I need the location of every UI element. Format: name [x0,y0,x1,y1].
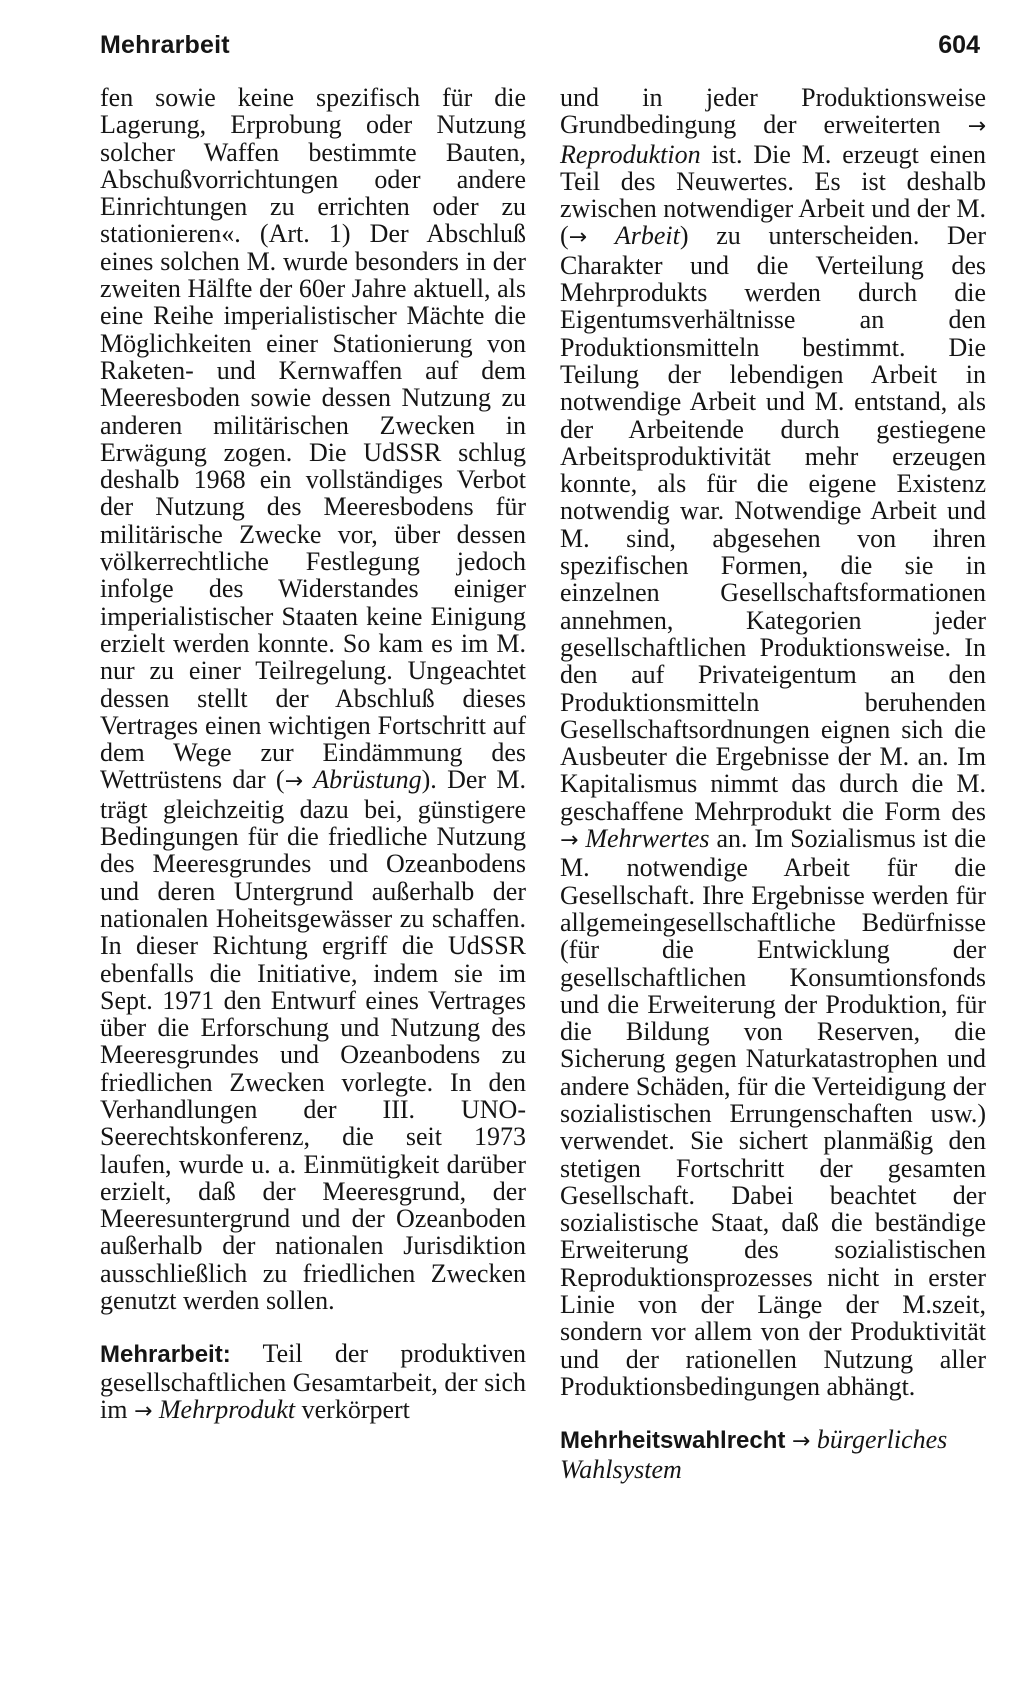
cross-reference-abruestung[interactable]: Abrüstung [313,765,422,795]
lemma-mehrarbeit: Mehrarbeit: [100,1341,231,1369]
text-segment: an. Im Sozialismus ist die M. notwendige Arbeit für die Gesellschaft. Ihre Ergebnisse werden für allgemeingesellschaftliche Bedürfnisse (für die Entwicklung der gesellschaftlichen Konsumtionsfonds und die Erweiterung der Produktion, für die Bildung von Reserven, die Sicherung gegen Naturkatastrophen und andere Schäden, für die Verteidigung der sozialistischen Errungenschaften usw.) verwendet. Sie sichert planmäßig den stetigen Fortschritt der gesamten Gesellschaft. Dabei beachtet der sozialistische Staat, daß die beständige Erweiterung des sozialistischen Reproduktionsprozesses nicht in erster Linie von der Länge der M.szeit, sondern vor allem von der Produktivität und der rationellen Nutzung aller Produktionsbedingungen abhängt. [560,824,986,1401]
text-segment: fen sowie keine spezifisch für die Lagerung, Erprobung oder Nutzung solcher Waffen bestimmte Bauten, Abschußvorrichtungen oder andere Einrichtungen zu errichten oder zu stationieren«. (Art. 1) Der Abschluß eines solchen M. wurde besonders in der zweiten Hälfte der 60er Jahre aktuell, als eine Reihe imperialistischer Mächte die Möglichkeiten einer Stationierung von Raketen- und Kernwaffen auf dem Meeresboden sowie dessen Nutzung zu anderen militärischen Zwecken in Erwägung zogen. Die UdSSR schlug deshalb 1968 ein vollständiges Verbot der Nutzung des Meeresbodens für militärische Zwecke vor, über dessen völkerrechtliche Festlegung jedoch infolge des Widerstandes einiger imperialistischer Staaten keine Einigung erzielt werden konnte. So kam es im M. nur zu einer Teilregelung. Ungeachtet dessen stellt der Abschluß dieses Vertrages einen wichtigen Fortschritt auf dem Wege zur Eindämmung des Wettrüstens dar ( [100,83,526,795]
continuation-paragraph [100,84,526,1314]
text-segment: verkörpert [295,1394,410,1424]
cross-reference-arrow-icon: → [284,769,303,795]
text-segment: und in jeder Produktionsweise Grundbedingung der erweiterten [560,83,986,140]
text-segment: ). Der M. trägt gleichzeitig dazu bei, günstigere Bedingungen für die friedliche Nutzung des Meeresgrundes und Ozeanbodens und deren Untergrund außerhalb der nationalen Hoheitsgewässer zu schaffen. In dieser Richtung ergriff die UdSSR ebenfalls die Initiative, indem sie im Sept. 1971 den Entwurf eines Vertrages über die Erforschung und Nutzung des Meeresgrundes und Ozeanbodens zu friedlichen Zwecken vorlegte. In den Verhandlungen der III. UNO-Seerechtskonferenz, die seit 1973 laufen, wurde u. a. Einmütigkeit darüber erzielt, daß der Meeresgrund, der Meeresuntergrund und der Ozeanboden außerhalb der nationalen Jurisdiktion ausschließlich zu friedlichen Zwecken genutzt werden sollen. [100,765,526,1316]
text-segment: Teil der produktiven gesellschaftlichen Gesamtarbeit, der sich im [100,1339,526,1424]
cross-reference-arbeit[interactable]: Arbeit [614,221,680,251]
page-number: 604 [938,31,980,59]
cross-reference-arrow-icon: → [568,225,588,251]
running-head: Mehrarbeit [100,31,230,59]
text-segment: ist. Die M. erzeugt einen Teil des Neuwertes. Es ist deshalb zwischen notwendiger Arbeit und der M. ( [560,139,987,251]
entry-mehrheitswahlrecht [560,1426,986,1483]
cross-reference-buergerliches-wahlsystem[interactable]: bürgerliches Wahlsystem [560,1425,948,1484]
text-segment: ) zu unterscheiden. Der Charakter und die Verteilung des Mehrprodukts werden durch die Eigentumsverhältnisse an den Produktionsmitteln bestimmt. Die Teilung der lebendigen Arbeit in notwendige Arbeit und M. entstand, als der Arbeitende durch gestiegene Arbeitsproduktivität mehr erzeugen konnte, als für die eigene Existenz notwendig war. Notwendige Arbeit und M. sind, abgesehen von ihren spezifischen Formen, die sie in einzelnen Gesellschaftsformationen annehmen, Kategorien jeder gesellschaftlichen Produktionsweise. In den auf Privateigentum an den Produktionsmitteln beruhenden Gesellschaftsordnungen eignen sich die Ausbeuter die Ergebnisse der M. an. Im Kapitalismus nimmt das durch die M. geschaffene Mehrprodukt die Form des [560,221,987,826]
page-header [100,31,980,71]
cross-reference-arrow-icon: → [791,1429,811,1455]
right-column [560,84,986,1483]
entry-mehrarbeit [100,1340,526,1425]
cross-reference-mehrwert[interactable]: Mehrwertes [585,824,710,854]
cross-reference-arrow-icon: → [967,114,986,140]
cross-reference-mehrprodukt[interactable]: Mehrprodukt [158,1394,296,1424]
cross-reference-arrow-icon: → [133,1398,153,1424]
lemma-mehrheitswahlrecht: Mehrheitswahlrecht [560,1427,786,1455]
left-column [100,84,526,1425]
cross-reference-arrow-icon: → [560,828,579,854]
continuation-paragraph [560,84,986,1400]
cross-reference-reproduktion[interactable]: Reproduktion [560,139,701,169]
